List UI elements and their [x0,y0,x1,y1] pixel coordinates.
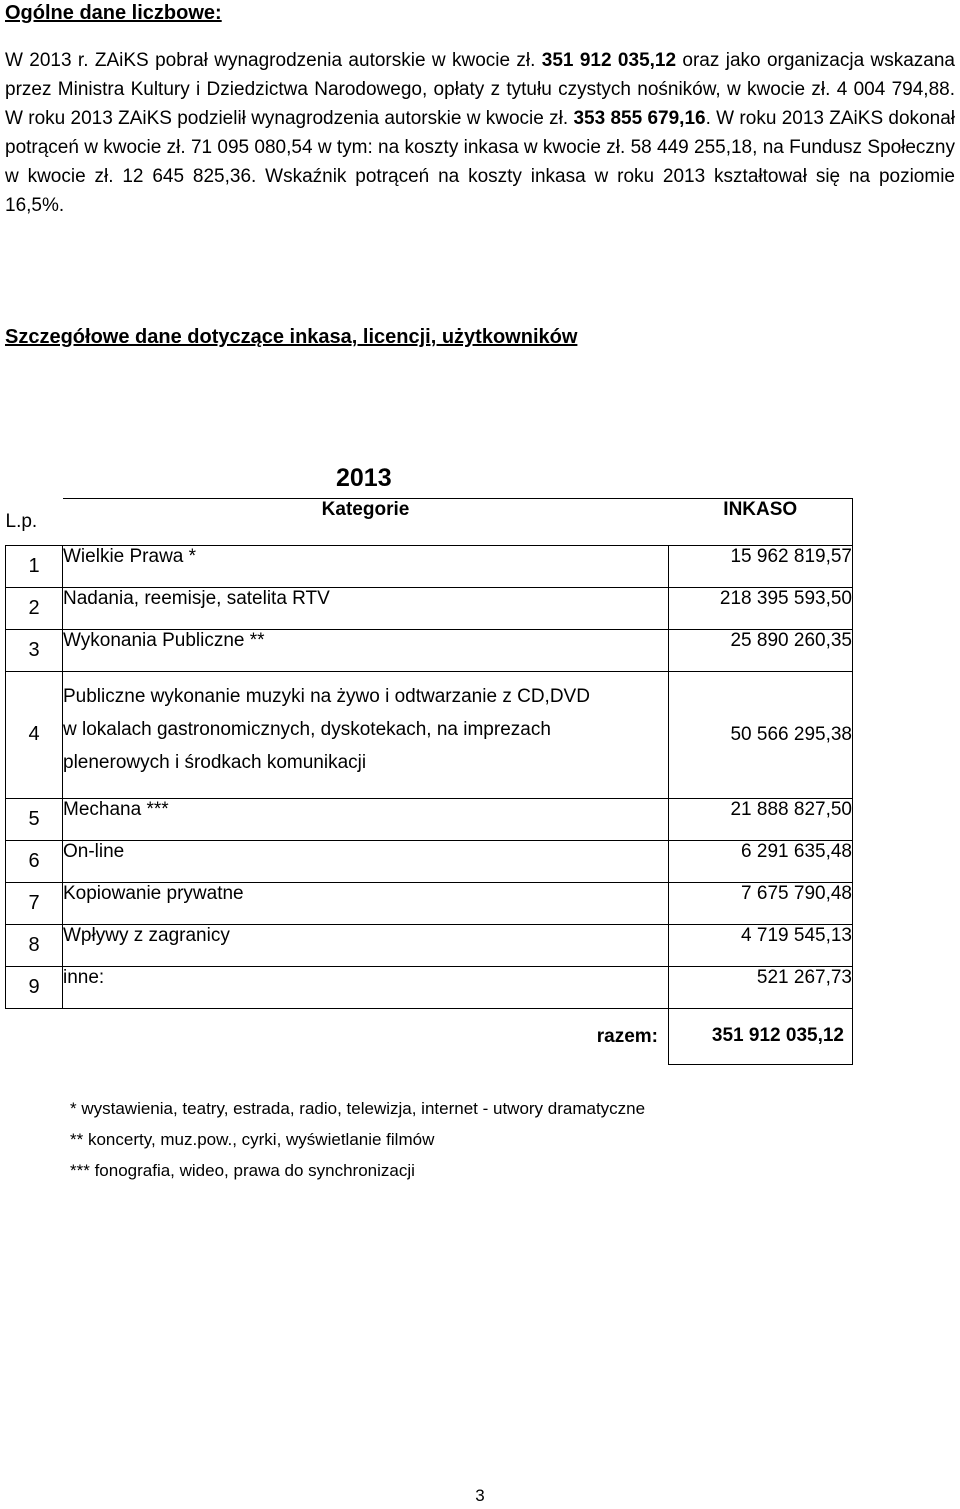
intro-bold-amount-2: 353 855 679,16 [573,108,706,129]
row-category: On-line [63,840,669,882]
row-inkaso-value: 50 566 295,38 [669,671,853,798]
intro-bold-amount-1: 351 912 035,12 [541,50,677,71]
row-inkaso-value: 521 267,73 [669,966,853,1008]
table-year: 2013 [336,464,392,492]
table-header-row [6,499,853,546]
table-row [6,629,853,671]
row-number: 4 [6,671,63,798]
row-category [63,671,669,798]
row-category: Wykonania Publiczne ** [63,629,669,671]
intro-text-2: oraz jako organizacja wskazana przez Ministra Kultury i Dziedzictwa Narodowego, opłaty z tytułu czystych nośników, w kwocie zł. 4 004 794,88. W roku 2013 ZAiKS podzielił wynagrodzenia autorskie w kwocie zł. [5,50,955,129]
footnote: ** koncerty, muz.pow., cyrki, wyświetlanie filmów [70,1130,435,1149]
intro-text-3: . W roku 2013 ZAiKS dokonał potrąceń w kwocie zł. 71 095 080,54 w tym: na koszty inkasa w kwocie zł. 58 449 255,18, na Fundusz Społeczny w kwocie zł. 12 645 825,36. Wskaźnik potrąceń na koszty inkasa w roku 2013 kształtował się na poziomie 16,5%. [5,108,955,216]
intro-text-1: W 2013 r. ZAiKS pobrał wynagrodzenia autorskie w kwocie zł. [5,50,542,71]
row-number: 7 [6,882,63,924]
footnote: * wystawienia, teatry, estrada, radio, telewizja, internet - utwory dramatyczne [70,1099,646,1118]
page-number: 3 [475,1486,485,1505]
row-category: Kopiowanie prywatne [63,882,669,924]
table-total-row [6,1008,853,1065]
row-number: 8 [6,924,63,966]
table-row [6,545,853,587]
row-category: Nadania, reemisje, satelita RTV [63,587,669,629]
row-number: 9 [6,966,63,1008]
column-header-inkaso: INKASO [669,499,853,546]
table-row [6,924,853,966]
row-inkaso-value: 7 675 790,48 [669,882,853,924]
inkaso-table [5,498,853,1065]
row-number: 5 [6,798,63,840]
intro-paragraph [5,46,955,220]
table-row [6,671,853,798]
table-row [6,966,853,1008]
row-category: Wielkie Prawa * [63,545,669,587]
column-header-category: Kategorie [63,499,669,546]
row-category: inne: [63,966,669,1008]
table-row [6,587,853,629]
row-inkaso-value: 15 962 819,57 [669,545,853,587]
table-row [6,798,853,840]
section-heading-general: Ogólne dane liczbowe: [5,2,222,24]
footnotes [70,1093,645,1186]
column-header-lp: L.p. [5,510,38,532]
row-inkaso-value: 4 719 545,13 [669,924,853,966]
row-inkaso-value: 21 888 827,50 [669,798,853,840]
table-row [6,840,853,882]
row-category: Mechana *** [63,798,669,840]
row-category-line: w lokalach gastronomicznych, dyskotekach, na imprezach [63,718,551,740]
row-inkaso-value: 218 395 593,50 [669,587,853,629]
row-number: 3 [6,629,63,671]
row-category: Wpływy z zagranicy [63,924,669,966]
row-number: 6 [6,840,63,882]
total-value: 351 912 035,12 [669,1008,853,1065]
row-category-line: plenerowych i środkach komunikacji [63,751,367,773]
table-row [6,882,853,924]
row-number: 2 [6,587,63,629]
row-inkaso-value: 25 890 260,35 [669,629,853,671]
total-spacer [6,1008,63,1065]
footnote: *** fonografia, wideo, prawa do synchronizacji [70,1161,415,1180]
row-inkaso-value: 6 291 635,48 [669,840,853,882]
total-label: razem: [596,1025,658,1047]
row-category-line: Publiczne wykonanie muzyki na żywo i odtwarzanie z CD,DVD [63,685,590,707]
row-number: 1 [6,545,63,587]
section-heading-details: Szczegółowe dane dotyczące inkasa, licencji, użytkowników [5,326,578,348]
